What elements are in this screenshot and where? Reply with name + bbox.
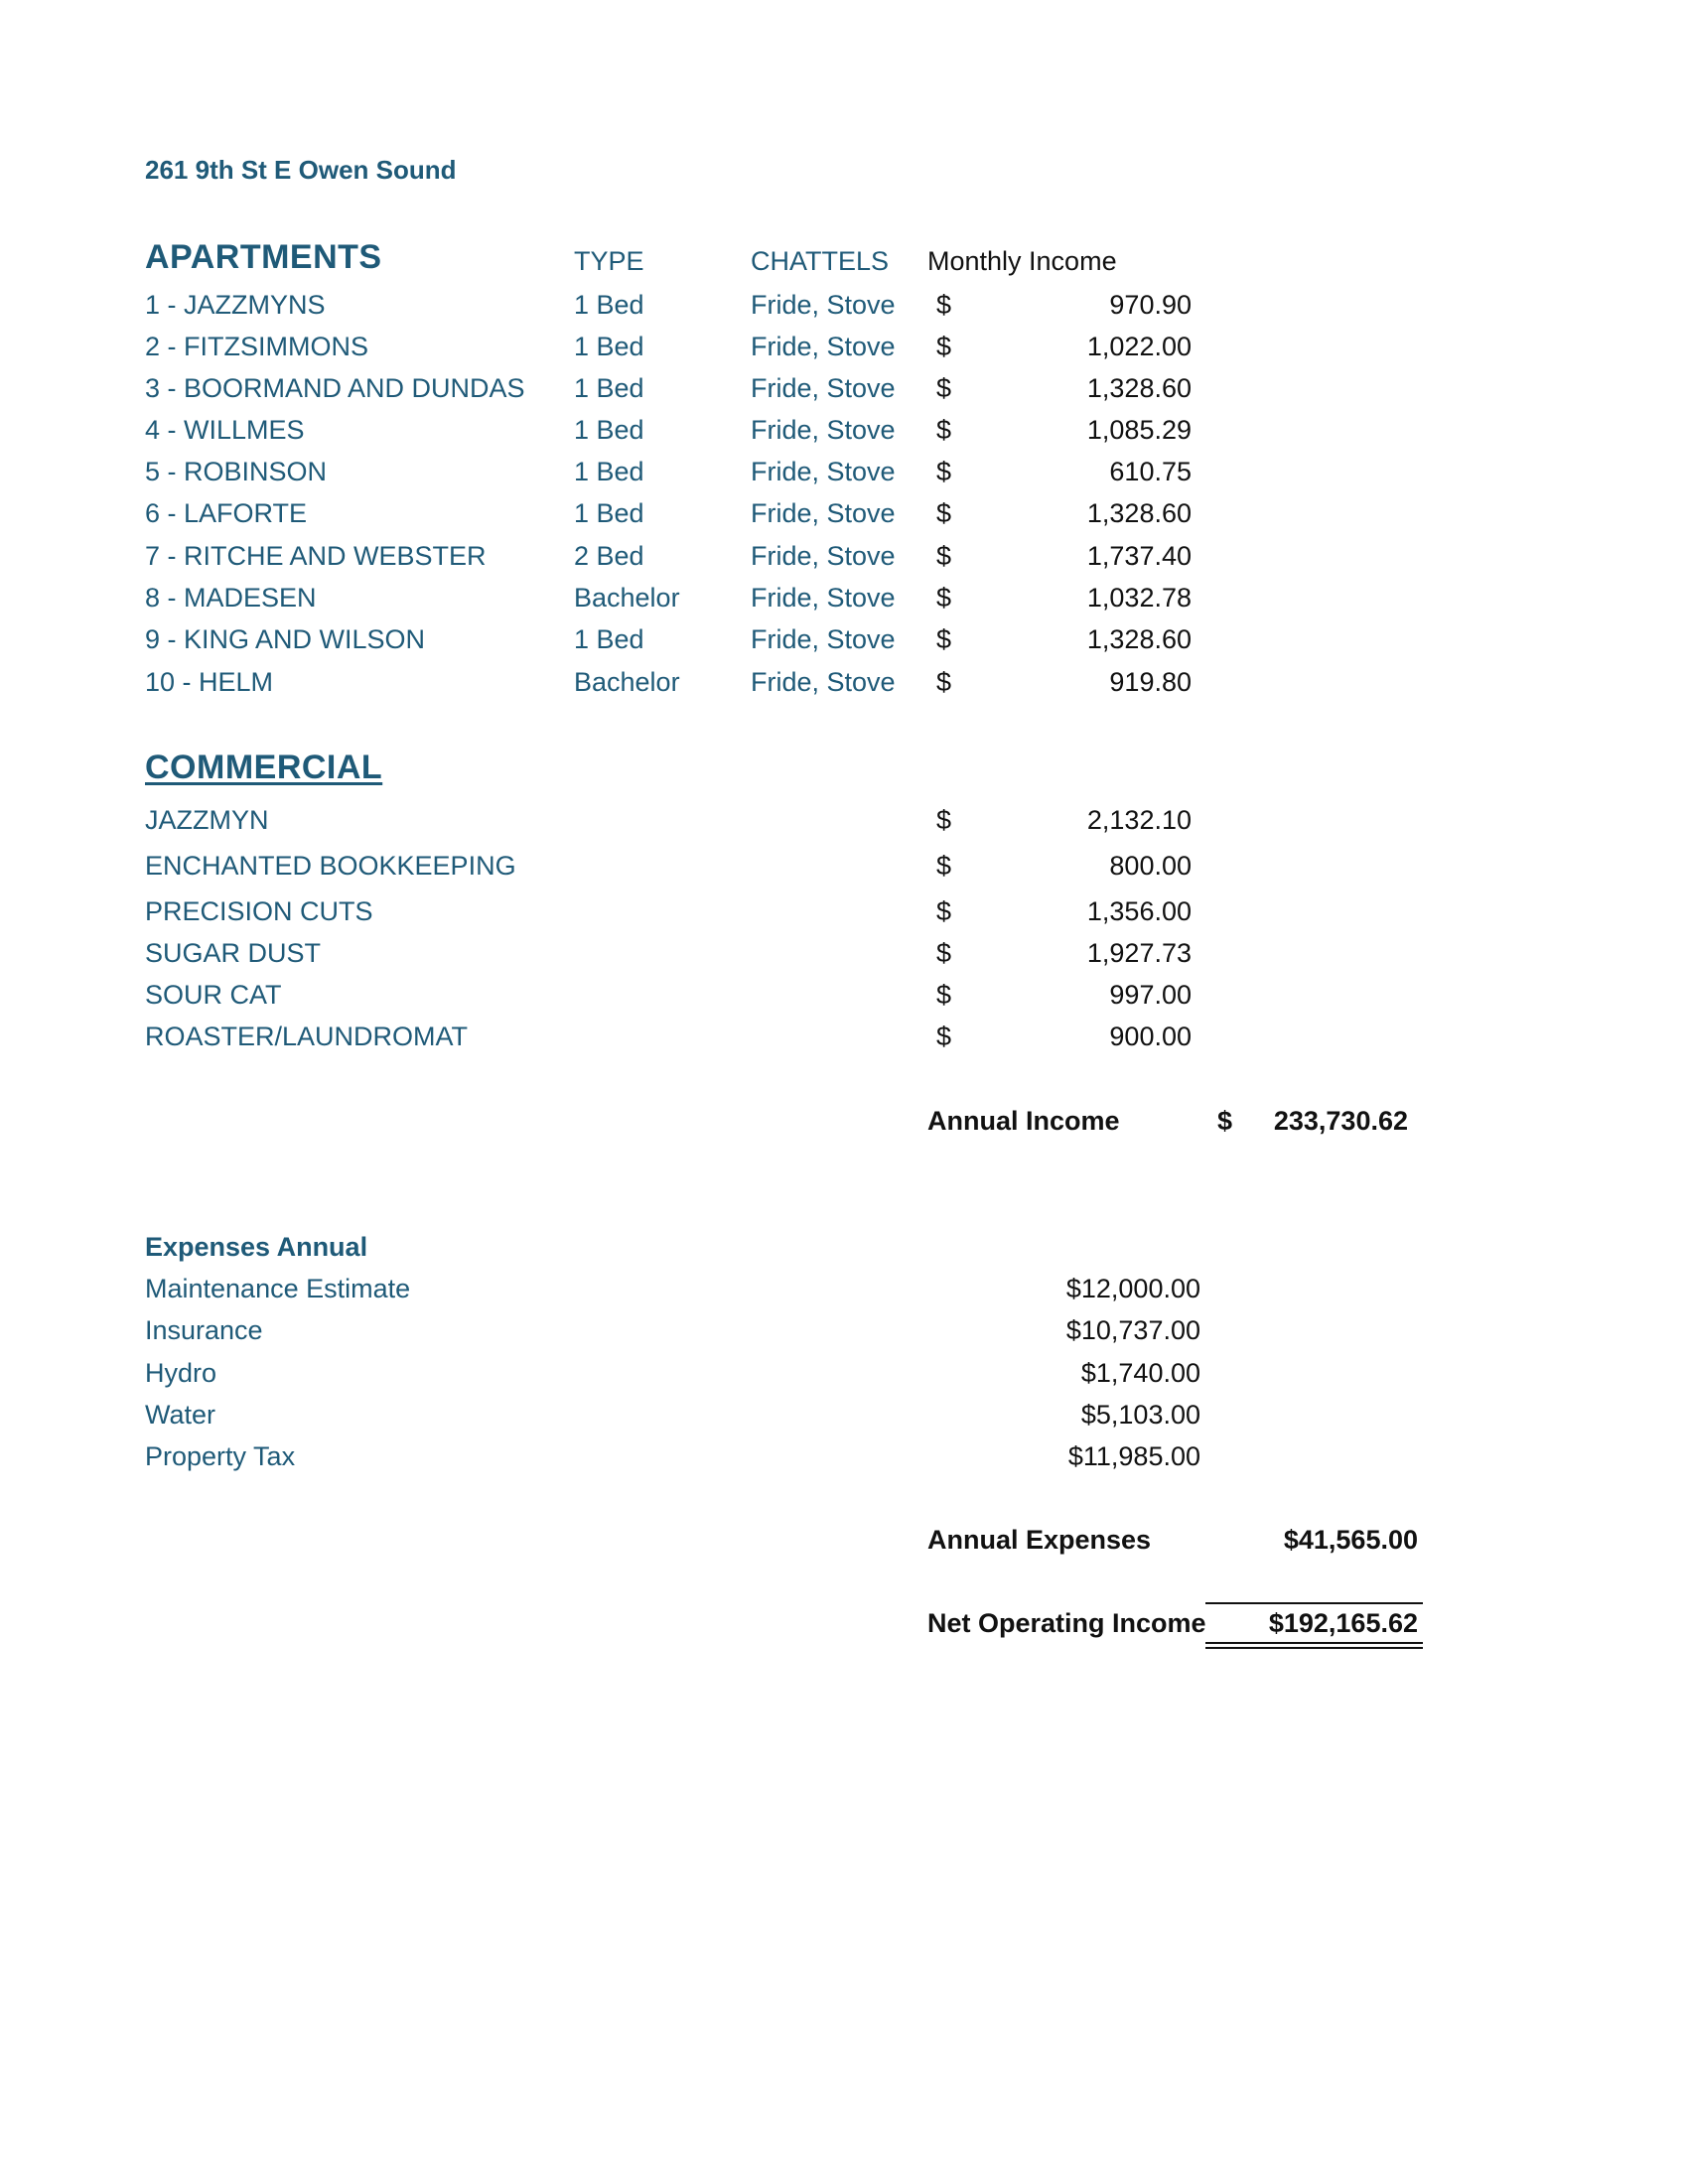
currency-symbol: $ [936, 851, 952, 881]
commercial-row [0, 938, 1688, 974]
unit-type: 1 Bed [574, 457, 644, 486]
expense-row [0, 1274, 1688, 1309]
expense-amount: $5,103.00 [1080, 1400, 1200, 1430]
unit-name: 8 - MADESEN [145, 583, 317, 613]
currency-symbol: $ [936, 457, 952, 486]
unit-chattels: Fride, Stove [751, 624, 896, 654]
unit-type: Bachelor [574, 583, 680, 613]
expense-row [0, 1441, 1688, 1477]
expense-row [0, 1358, 1688, 1394]
unit-chattels: Fride, Stove [751, 457, 896, 486]
expense-amount: $1,740.00 [1080, 1358, 1200, 1388]
commercial-row [0, 980, 1688, 1016]
unit-name: 1 - JAZZMYNS [145, 290, 326, 320]
expense-amount: $12,000.00 [1065, 1274, 1200, 1303]
currency-symbol: $ [936, 805, 952, 835]
currency-symbol: $ [936, 415, 952, 445]
currency-symbol: $ [936, 896, 952, 926]
currency-symbol: $ [936, 541, 952, 571]
brokerage-watermark: Sotheby's International Realty Canada, Brokerage [534, 2095, 1154, 2124]
currency-symbol: $ [936, 1022, 952, 1051]
unit-type: Bachelor [574, 667, 680, 697]
annual-income-currency: $ [1217, 1106, 1233, 1136]
apartment-row [0, 415, 1688, 451]
tenant-name: PRECISION CUTS [145, 896, 373, 926]
tenant-name: ROASTER/LAUNDROMAT [145, 1022, 469, 1051]
monthly-income-amount: 1,737.40 [1086, 541, 1192, 571]
unit-chattels: Fride, Stove [751, 332, 896, 361]
net-operating-income-amount: $192,165.62 [1268, 1608, 1418, 1638]
tenant-name: ENCHANTED BOOKKEEPING [145, 851, 516, 881]
monthly-income-amount: 919.80 [1109, 667, 1192, 697]
expense-row [0, 1400, 1688, 1435]
monthly-income-amount: 2,132.10 [1086, 805, 1192, 835]
col-chattels-header: CHATTELS [751, 246, 890, 276]
unit-type: 2 Bed [574, 541, 644, 571]
unit-type: 1 Bed [574, 624, 644, 654]
expense-name: Water [145, 1400, 216, 1430]
monthly-income-amount: 1,927.73 [1086, 938, 1192, 968]
currency-symbol: $ [936, 583, 952, 613]
commercial-row [0, 805, 1688, 841]
apartment-row [0, 373, 1688, 409]
monthly-income-amount: 1,085.29 [1086, 415, 1192, 445]
apartments-heading: APARTMENTS [145, 238, 382, 276]
unit-name: 4 - WILLMES [145, 415, 305, 445]
monthly-income-amount: 610.75 [1109, 457, 1192, 486]
monthly-income-amount: 900.00 [1109, 1022, 1192, 1051]
commercial-row [0, 1022, 1688, 1057]
unit-chattels: Fride, Stove [751, 373, 896, 403]
currency-symbol: $ [936, 980, 952, 1010]
unit-chattels: Fride, Stove [751, 541, 896, 571]
monthly-income-amount: 800.00 [1109, 851, 1192, 881]
apartment-row [0, 624, 1688, 660]
col-monthly-income-header: Monthly Income [927, 246, 1117, 276]
apartment-row [0, 541, 1688, 577]
property-address: 261 9th St E Owen Sound [145, 155, 457, 185]
unit-name: 2 - FITZSIMMONS [145, 332, 368, 361]
annual-income-amount: 233,730.62 [1273, 1106, 1408, 1136]
unit-name: 10 - HELM [145, 667, 274, 697]
unit-type: 1 Bed [574, 332, 644, 361]
annual-expenses-amount: $41,565.00 [1283, 1525, 1418, 1555]
monthly-income-amount: 1,328.60 [1086, 373, 1192, 403]
unit-name: 7 - RITCHE AND WEBSTER [145, 541, 487, 571]
unit-name: 6 - LAFORTE [145, 498, 308, 528]
monthly-income-amount: 1,022.00 [1086, 332, 1192, 361]
total-double-rule-1 [1205, 1642, 1423, 1644]
tenant-name: SOUR CAT [145, 980, 282, 1010]
monthly-income-amount: 1,032.78 [1086, 583, 1192, 613]
commercial-row [0, 896, 1688, 932]
monthly-income-amount: 997.00 [1109, 980, 1192, 1010]
unit-type: 1 Bed [574, 290, 644, 320]
unit-name: 5 - ROBINSON [145, 457, 328, 486]
annual-expenses-label: Annual Expenses [927, 1525, 1152, 1555]
expense-name: Maintenance Estimate [145, 1274, 411, 1303]
unit-chattels: Fride, Stove [751, 583, 896, 613]
currency-symbol: $ [936, 498, 952, 528]
expense-row [0, 1315, 1688, 1351]
apartment-row [0, 332, 1688, 367]
currency-symbol: $ [936, 938, 952, 968]
expense-amount: $10,737.00 [1065, 1315, 1200, 1345]
col-type-header: TYPE [574, 246, 644, 276]
unit-name: 9 - KING AND WILSON [145, 624, 426, 654]
unit-chattels: Fride, Stove [751, 667, 896, 697]
currency-symbol: $ [936, 667, 952, 697]
apartment-row [0, 583, 1688, 618]
commercial-heading: COMMERCIAL [145, 749, 383, 786]
commercial-row [0, 851, 1688, 887]
tenant-name: SUGAR DUST [145, 938, 322, 968]
currency-symbol: $ [936, 373, 952, 403]
annual-income-label: Annual Income [927, 1106, 1120, 1136]
expense-name: Property Tax [145, 1441, 296, 1471]
unit-chattels: Fride, Stove [751, 498, 896, 528]
apartment-row [0, 457, 1688, 492]
apartment-row [0, 290, 1688, 326]
unit-chattels: Fride, Stove [751, 290, 896, 320]
unit-type: 1 Bed [574, 373, 644, 403]
currency-symbol: $ [936, 332, 952, 361]
monthly-income-amount: 970.90 [1109, 290, 1192, 320]
unit-chattels: Fride, Stove [751, 415, 896, 445]
currency-symbol: $ [936, 290, 952, 320]
unit-name: 3 - BOORMAND AND DUNDAS [145, 373, 525, 403]
expenses-heading: Expenses Annual [145, 1232, 368, 1262]
expense-amount: $11,985.00 [1067, 1441, 1200, 1471]
tenant-name: JAZZMYN [145, 805, 269, 835]
unit-type: 1 Bed [574, 415, 644, 445]
expense-name: Insurance [145, 1315, 263, 1345]
unit-type: 1 Bed [574, 498, 644, 528]
total-top-rule [1205, 1602, 1423, 1604]
expense-name: Hydro [145, 1358, 217, 1388]
total-double-rule-2 [1205, 1647, 1423, 1649]
apartment-row [0, 498, 1688, 534]
currency-symbol: $ [936, 624, 952, 654]
net-operating-income-label: Net Operating Income [927, 1608, 1206, 1638]
monthly-income-amount: 1,356.00 [1086, 896, 1192, 926]
apartment-row [0, 667, 1688, 703]
monthly-income-amount: 1,328.60 [1086, 624, 1192, 654]
monthly-income-amount: 1,328.60 [1086, 498, 1192, 528]
